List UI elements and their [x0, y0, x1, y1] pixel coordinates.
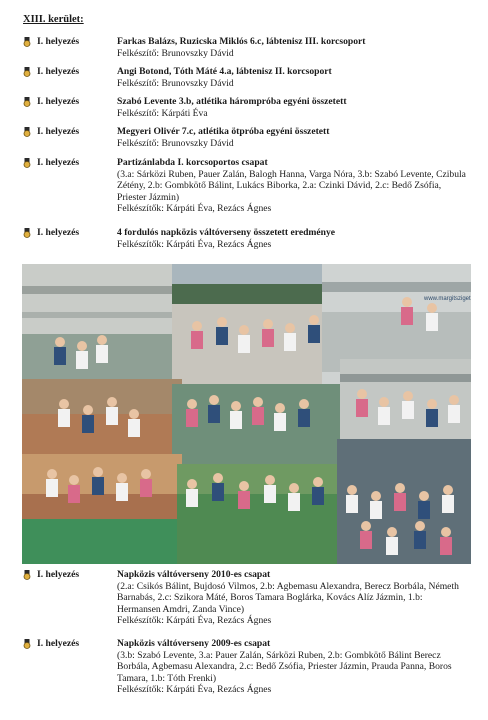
medal-icon — [23, 228, 31, 238]
figure-head — [239, 481, 249, 491]
figure-body — [140, 479, 152, 497]
figure-head — [93, 467, 103, 477]
figure-head — [69, 475, 79, 485]
figure-head — [361, 521, 371, 531]
result-title: Megyeri Olivér 7.c, atlétika ötpróba egyéni összetett — [117, 126, 330, 137]
figure-head — [299, 399, 309, 409]
figure-body — [252, 407, 264, 425]
result-body — [117, 66, 467, 89]
place-label: I. helyezés — [37, 96, 80, 107]
figure-head — [449, 395, 459, 405]
figure-body — [216, 327, 228, 345]
figure-body — [426, 409, 438, 427]
place-label: I. helyezés — [37, 66, 80, 77]
place-label: I. helyezés — [37, 638, 80, 649]
figure-head — [187, 399, 197, 409]
result-detail: (3.a: Sárközi Ruben, Pauer Zalán, Balogh Hanna, Varga Nóra, 3.b: Szabó Levente, Czibula Zétény, 2.b: Gombkötő Bálint, Lukács Biborka, 2.a: Czinki Dávid, 2.c: Bedő Zsófia, Priester Jázmin) — [117, 168, 466, 203]
figure-head — [309, 315, 319, 325]
figure-head — [265, 475, 275, 485]
place-label: I. helyezés — [37, 126, 80, 137]
figure-body — [448, 405, 460, 423]
figure-head — [213, 473, 223, 483]
figure-body — [68, 485, 80, 503]
result-body — [117, 157, 467, 215]
figure-head — [427, 399, 437, 409]
figure-head — [379, 397, 389, 407]
figure-body — [440, 537, 452, 555]
coach-line: Felkészítő: Brunovszky Dávid — [117, 77, 234, 89]
figure-body — [58, 409, 70, 427]
figure-head — [275, 403, 285, 413]
figure-body — [401, 307, 413, 325]
medal-icon — [23, 127, 31, 137]
coach-line: Felkészítő: Brunovszky Dávid — [117, 47, 234, 59]
collage-banner-text: www.margitsziget — [424, 296, 471, 302]
figure-body — [208, 405, 220, 423]
figure-body — [212, 483, 224, 501]
result-title: Partizánlabda I. korcsoportos csapat — [117, 157, 268, 168]
coach-line: Felkészítők: Kárpáti Éva, Rezács Ágnes — [117, 238, 272, 250]
figure-head — [83, 405, 93, 415]
figure-body — [186, 489, 198, 507]
figure-head — [231, 401, 241, 411]
figure-body — [442, 495, 454, 513]
figure-head — [285, 323, 295, 333]
result-body — [117, 638, 467, 696]
figure-head — [402, 297, 412, 307]
figure-body — [378, 407, 390, 425]
figure-body — [386, 537, 398, 555]
figure-head — [347, 485, 357, 495]
result-body — [117, 126, 467, 149]
result-detail: (3.b: Szabó Levente, 3.a: Pauer Zalán, Sárközi Ruben, 2.b: Gombkötő Bálint Berecz Borbála, Agbemasu Alexandra, 2.c: Bedő Zsófia, Priester Jázmin, Prauda Panna, Boros Tamara, 1.b: Tóth Frenki) — [117, 649, 452, 684]
figure-body — [92, 477, 104, 495]
figure-head — [47, 469, 57, 479]
figure-head — [217, 317, 227, 327]
place-label: I. helyezés — [37, 36, 80, 47]
figure-body — [426, 313, 438, 331]
figure-body — [360, 531, 372, 549]
figure-body — [82, 415, 94, 433]
result-detail: (2.a: Csikós Bálint, Bujdosó Vilmos, 2.b: Agbemasu Alexandra, Berecz Borbála, Németh Barnabás, 2.c: Szikora Máté, Boros Tamara Boglárka, Kovács Alíz Jázmin, 1.b: Hermansen Amdri, Zanda Vince) — [117, 580, 459, 615]
figure-body — [128, 419, 140, 437]
place-label: I. helyezés — [37, 227, 80, 238]
coach-line: Felkészítők: Kárpáti Éva, Rezács Ágnes — [117, 684, 272, 696]
figure-body — [106, 407, 118, 425]
medal-icon — [23, 67, 31, 77]
figure-body — [238, 491, 250, 509]
figure-body — [54, 347, 66, 365]
figure-head — [419, 491, 429, 501]
medal-icon — [23, 97, 31, 107]
figure-head — [313, 477, 323, 487]
result-title: Napközis váltóverseny 2010-es csapat — [117, 569, 271, 580]
figure-head — [59, 399, 69, 409]
coach-line: Felkészítők: Kárpáti Éva, Rezács Ágnes — [117, 615, 272, 627]
result-title: Farkas Balázs, Ruzicska Miklós 6.c, lábtenisz III. korcsoport — [117, 36, 366, 47]
figure-body — [298, 409, 310, 427]
medal-icon — [23, 639, 31, 649]
figure-head — [77, 341, 87, 351]
collage-image — [22, 264, 471, 564]
figure-body — [356, 399, 368, 417]
figure-body — [418, 501, 430, 519]
coach-line: Felkészítő: Kárpáti Éva — [117, 107, 208, 119]
figure-body — [116, 483, 128, 501]
result-title: Angi Botond, Tóth Máté 4.a, lábtenisz II. korcsoport — [117, 66, 332, 77]
coach-line: Felkészítő: Brunovszky Dávid — [117, 137, 234, 149]
figure-body — [370, 501, 382, 519]
result-title: Szabó Levente 3.b, atlétika hárompróba egyéni összetett — [117, 96, 347, 107]
figure-head — [395, 483, 405, 493]
result-title: 4 fordulós napközis váltóverseny összetett eredménye — [117, 227, 336, 238]
place-label: I. helyezés — [37, 157, 80, 168]
figure-body — [230, 411, 242, 429]
figure-head — [427, 303, 437, 313]
figure-head — [443, 485, 453, 495]
figure-body — [274, 413, 286, 431]
figure-head — [415, 521, 425, 531]
figure-body — [191, 331, 203, 349]
figure-head — [239, 325, 249, 335]
figure-head — [289, 483, 299, 493]
result-title: Napközis váltóverseny 2009-es csapat — [117, 638, 271, 649]
figure-body — [402, 401, 414, 419]
figure-head — [357, 389, 367, 399]
figure-head — [141, 469, 151, 479]
result-body — [117, 36, 467, 59]
figure-head — [129, 409, 139, 419]
figure-head — [107, 397, 117, 407]
figure-head — [209, 395, 219, 405]
result-body — [117, 96, 467, 119]
figure-head — [97, 335, 107, 345]
figure-body — [186, 409, 198, 427]
place-label: I. helyezés — [37, 569, 80, 580]
figure-body — [414, 531, 426, 549]
figure-head — [387, 527, 397, 537]
figure-head — [253, 397, 263, 407]
figure-body — [262, 329, 274, 347]
figure-body — [394, 493, 406, 511]
district-heading: XIII. kerület: — [23, 14, 84, 25]
figure-head — [117, 473, 127, 483]
figure-head — [441, 527, 451, 537]
figure-head — [187, 479, 197, 489]
figure-body — [46, 479, 58, 497]
figure-head — [55, 337, 65, 347]
figure-body — [264, 485, 276, 503]
medal-icon — [23, 158, 31, 168]
figure-body — [96, 345, 108, 363]
figure-head — [192, 321, 202, 331]
figure-body — [346, 495, 358, 513]
figure-body — [284, 333, 296, 351]
medal-icon — [23, 570, 31, 580]
photo-collage — [22, 264, 471, 564]
result-body — [117, 227, 467, 250]
result-body — [117, 569, 467, 627]
figure-head — [263, 319, 273, 329]
figure-body — [238, 335, 250, 353]
figure-body — [76, 351, 88, 369]
figure-body — [288, 493, 300, 511]
figure-body — [308, 325, 320, 343]
figure-body — [312, 487, 324, 505]
figure-head — [403, 391, 413, 401]
medal-icon — [23, 37, 31, 47]
figure-head — [371, 491, 381, 501]
coach-line: Felkészítők: Kárpáti Éva, Rezács Ágnes — [117, 203, 272, 215]
